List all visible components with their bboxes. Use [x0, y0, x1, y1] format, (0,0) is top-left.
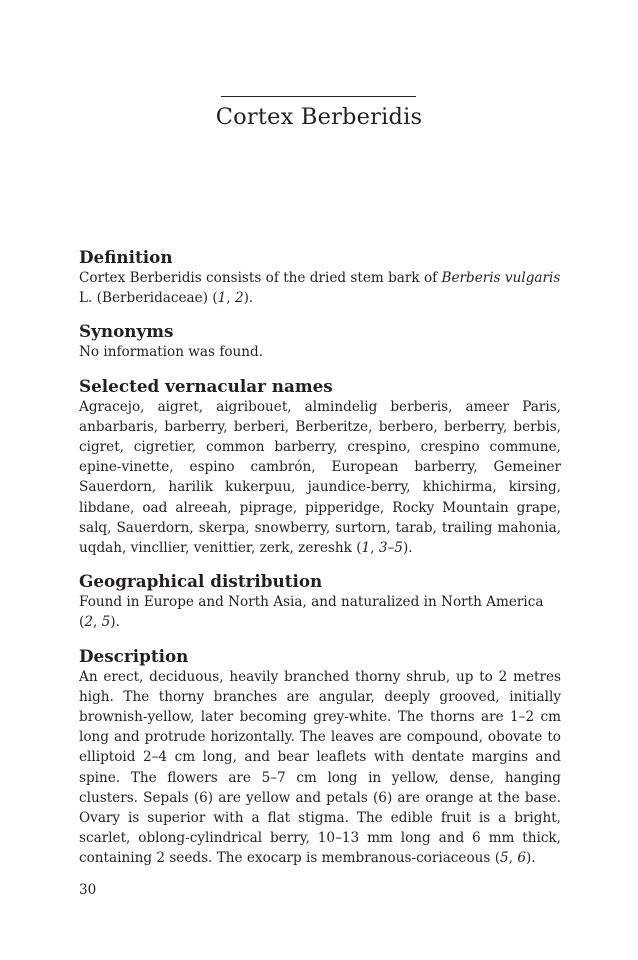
ref-close: ). [525, 850, 536, 867]
synonyms-text: No information was found. [79, 344, 264, 361]
ref-separator: , [508, 850, 518, 867]
definition-text-b: L. (Berberidaceae) ( [79, 290, 218, 307]
reference-5: 5 [500, 850, 509, 867]
ref-close: ). [110, 614, 120, 631]
reference-1: 1 [361, 540, 371, 557]
ref-separator: , [370, 540, 379, 557]
section-description [79, 645, 561, 869]
reference-6: 6 [517, 850, 526, 867]
section-distribution [79, 570, 561, 632]
ref-separator: , [92, 614, 102, 631]
definition-text-a: Cortex Berberidis consists of the dried stem bark of [79, 270, 442, 286]
reference-range: 3–5 [378, 540, 403, 557]
reference-1: 1 [217, 290, 227, 307]
definition-text [79, 268, 561, 308]
section-definition [79, 246, 561, 308]
species-name: Berberis vulgaris [441, 270, 561, 286]
vernacular-text [79, 397, 561, 559]
ref-close: ). [402, 540, 413, 557]
distribution-heading: Geographical distribution [79, 571, 323, 592]
vernacular-names-list: Agracejo, aigret, aigribouet, almindelig berberis, ameer Paris, anbarbaris, barberry, berberi, Berberitze, berbero, berberry, berbis, cigret, cigretier, common barberry, crespino, crespino commune, epine-vinette, espino cambrón, European barberry, Gemeiner Sauerdorn, harilik kukerpuu, jaundice-berry, khichirma, kirsing, libdane, oad alreeah, piprage, pipperidge, Rocky Mountain grape, salq, Sauerdorn, skerpa, snowberry, surtorn, tarab, trailing mahonia, uqdah, vincllier, venittier, zerk, zereshk ( [79, 398, 561, 557]
ref-separator: , [226, 290, 235, 307]
page-number: 30 [79, 882, 97, 898]
monograph-content [79, 246, 561, 881]
ref-close: ). [243, 290, 254, 307]
reference-2: 2 [84, 614, 93, 631]
definition-heading: Definition [79, 247, 173, 267]
vernacular-heading: Selected vernacular names [79, 375, 333, 396]
section-synonyms [79, 320, 561, 362]
synonyms-heading: Synonyms [79, 321, 174, 342]
page-title: Cortex Berberidis [215, 104, 423, 130]
description-body: An erect, deciduous, heavily branched thorny shrub, up to 2 metres high. The thorny branches are angular, deeply grooved, initially brownish-yellow, later becoming grey-white. The thorns are 1–2 cm long and protrude horizontally. The leaves are compound, obovate to elliptoid 2–4 cm long, and bear leaflets with dentate margins and spine. The flowers are 5–7 cm long in yellow, dense, hanging clusters. Sepals (6) are yellow and petals (6) are orange at the base. Ovary is superior with a flat stigma. The edible fruit is a bright, scarlet, oblong-cylindrical berry, 10–13 mm long and 6 mm thick, containing 2 seeds. The exocarp is membranous-coriaceous ( [79, 668, 561, 867]
distribution-body: Found in Europe and North Asia, and naturalized in North America ( [79, 594, 544, 631]
description-heading: Description [79, 645, 189, 666]
description-text [79, 667, 561, 869]
section-vernacular-names [79, 375, 561, 559]
distribution-text [79, 592, 561, 632]
reference-2: 2 [234, 290, 244, 307]
title-rule [221, 96, 416, 97]
reference-5: 5 [101, 614, 111, 631]
